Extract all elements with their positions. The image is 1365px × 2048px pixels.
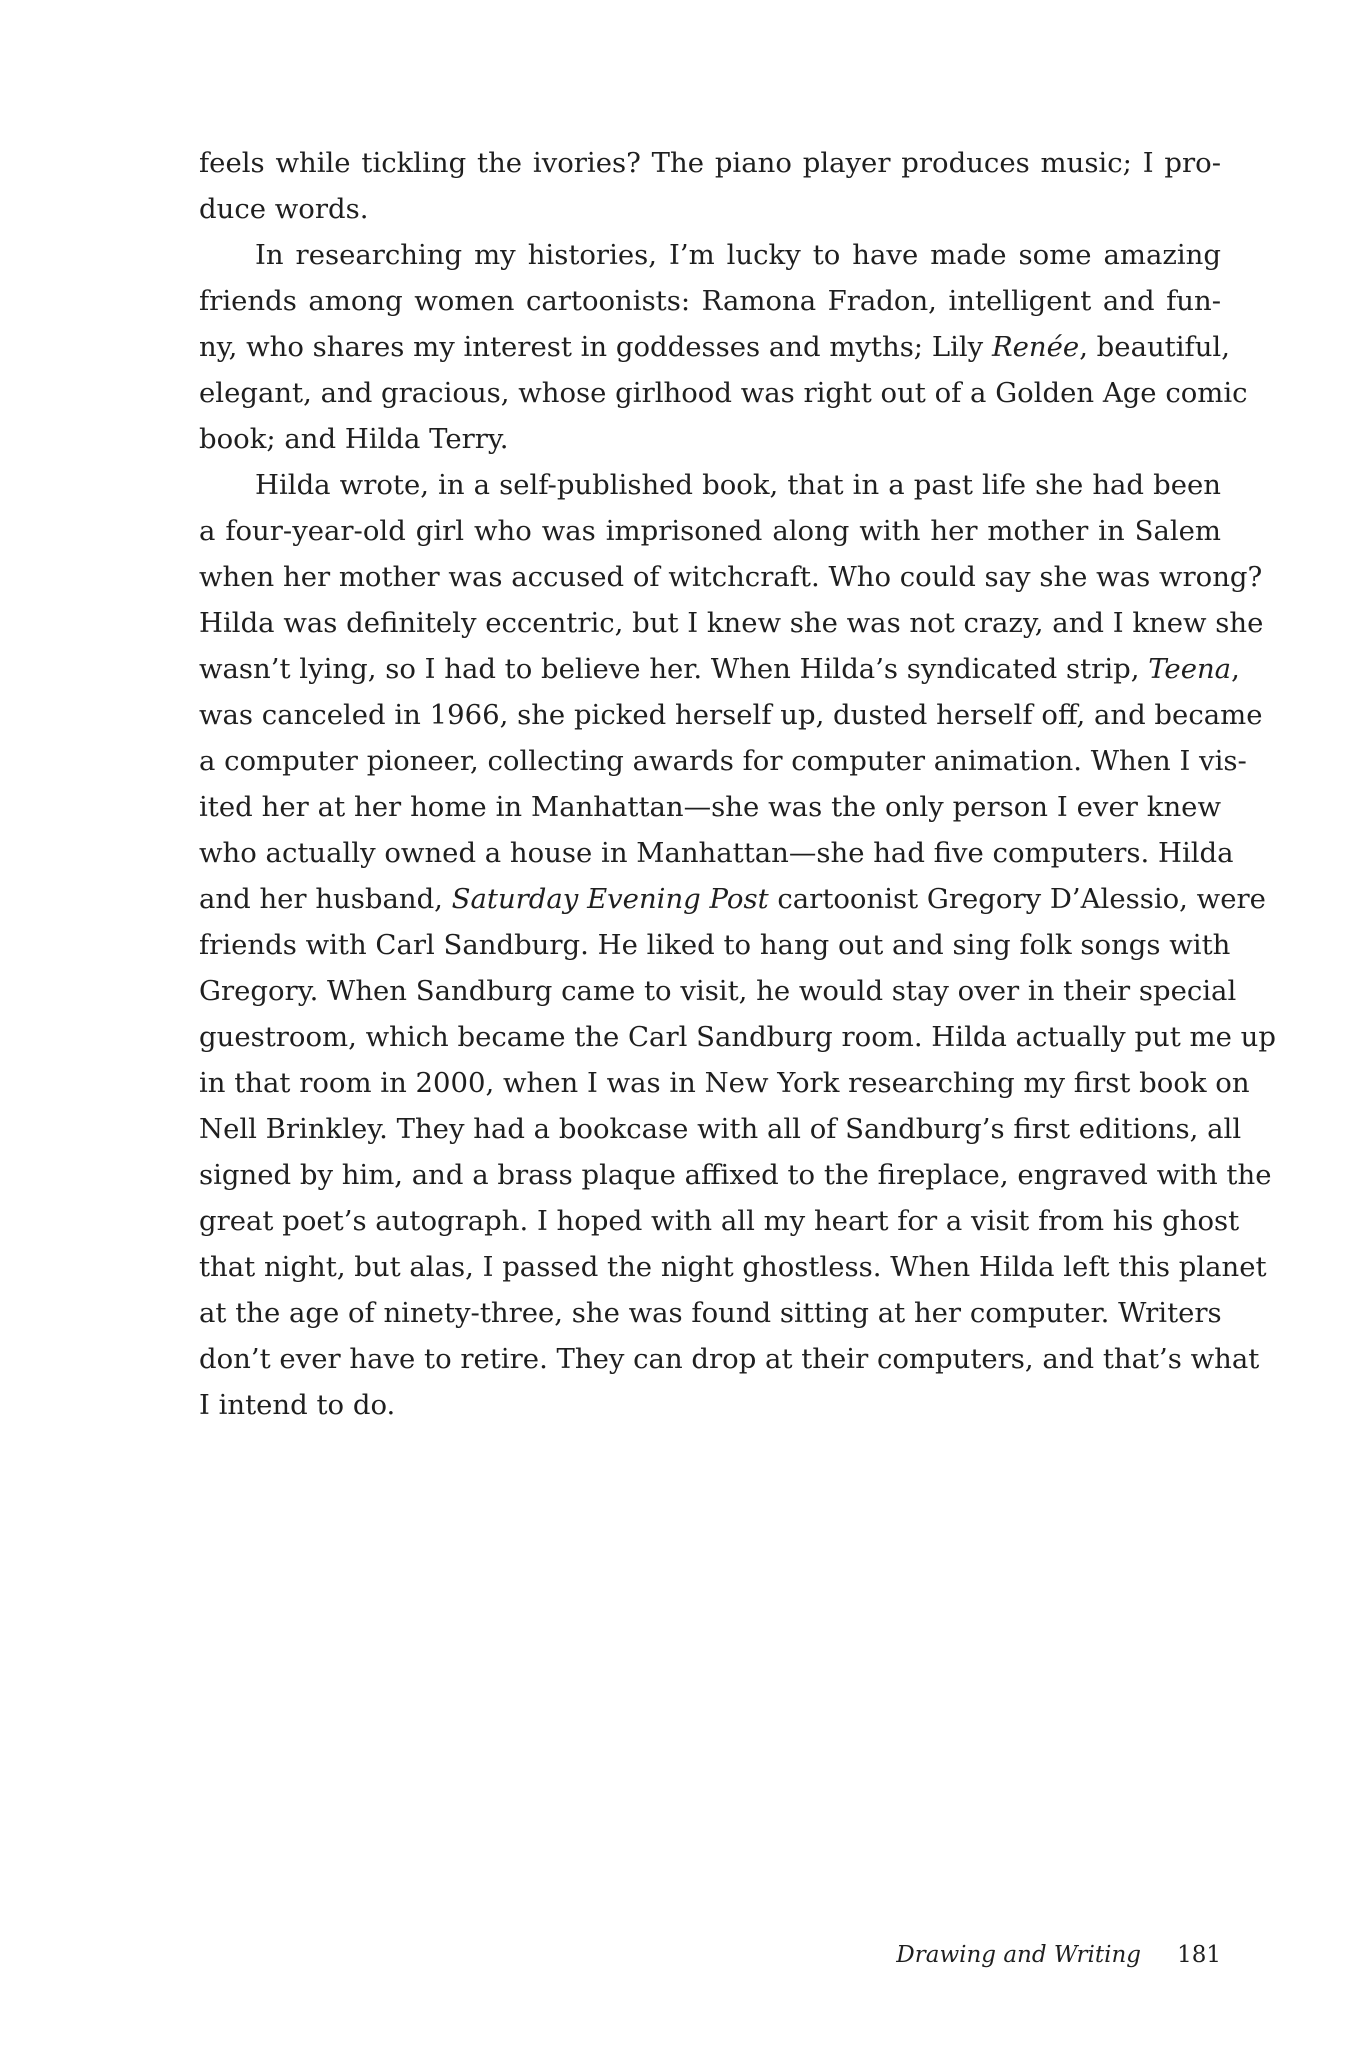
text-segment: who actually owned a house in Manhattan—she had five computers. Hilda (199, 837, 1234, 869)
text-segment: Gregory. When Sandburg came to visit, he would stay over in their special (199, 975, 1237, 1007)
text-line (199, 416, 1221, 462)
text-segment: wasn’t lying, so I had to believe her. When Hilda’s syndicated strip, (199, 653, 1149, 685)
text-segment: friends with Carl Sandburg. He liked to hang out and sing folk songs with (199, 929, 1231, 961)
text-line (199, 186, 1221, 232)
text-line (199, 1198, 1240, 1244)
text-segment: duce words. (199, 193, 369, 225)
text-line (199, 738, 1247, 784)
text-line (199, 1244, 1267, 1290)
text-segment: signed by him, and a brass plaque affixed to the fireplace, engraved with the (199, 1159, 1272, 1191)
text-line (199, 278, 1221, 324)
text-segment: a four-year-old girl who was imprisoned along with her mother in Salem (199, 515, 1221, 547)
text-segment: In researching my histories, I’m lucky to have made some amazing (255, 239, 1221, 271)
text-segment: a computer pioneer, collecting awards for computer animation. When I vis- (199, 745, 1247, 777)
page-footer (0, 1935, 1365, 1975)
text-segment: great poet’s autograph. I hoped with all my heart for a visit from his ghost (199, 1205, 1240, 1237)
text-segment: that night, but alas, I passed the night ghostless. When Hilda left this planet (199, 1251, 1267, 1283)
text-segment: was canceled in 1966, she picked herself up, dusted herself off, and became (199, 699, 1263, 731)
text-segment: feels while tickling the ivories? The piano player produces music; I pro- (199, 147, 1221, 179)
text-segment: in that room in 2000, when I was in New York researching my first book on (199, 1067, 1250, 1099)
body-text (199, 140, 1276, 1428)
text-line (199, 1014, 1276, 1060)
text-line (199, 646, 1240, 692)
text-line (199, 968, 1237, 1014)
text-segment: ited her at her home in Manhattan—she was the only person I ever knew (199, 791, 1221, 823)
text-line (199, 370, 1248, 416)
page-number: 181 (1177, 1942, 1221, 1968)
text-line (199, 508, 1221, 554)
text-line (199, 1060, 1250, 1106)
text-segment: friends among women cartoonists: Ramona Fradon, intelligent and fun- (199, 285, 1221, 317)
text-segment: elegant, and gracious, whose girlhood was right out of a Golden Age comic (199, 377, 1248, 409)
text-line (199, 1290, 1221, 1336)
text-line (199, 1106, 1242, 1152)
text-segment: , beautiful, (1079, 331, 1230, 363)
text-segment: when her mother was accused of witchcraft. Who could say she was wrong? (199, 561, 1263, 593)
text-segment: and her husband, (199, 883, 452, 915)
text-line (199, 232, 1221, 278)
text-line (199, 140, 1221, 186)
text-segment: don’t ever have to retire. They can drop at their computers, and that’s what (199, 1343, 1260, 1375)
text-segment: Nell Brinkley. They had a bookcase with all of Sandburg’s first editions, all (199, 1113, 1242, 1145)
text-line (199, 1382, 1221, 1428)
text-segment: I intend to do. (199, 1389, 396, 1421)
italic-title-text: Renée (991, 331, 1080, 363)
text-segment: at the age of ninety-three, she was found sitting at her computer. Writers (199, 1297, 1222, 1329)
running-head: Drawing and Writing (896, 1942, 1141, 1968)
italic-title-text: Teena (1148, 653, 1232, 685)
text-line (199, 830, 1234, 876)
text-line (199, 784, 1221, 830)
text-segment: Hilda was definitely eccentric, but I knew she was not crazy, and I knew she (199, 607, 1264, 639)
text-line (199, 692, 1263, 738)
text-segment: guestroom, which became the Carl Sandburg room. Hilda actually put me up (199, 1021, 1276, 1053)
text-line (199, 554, 1263, 600)
text-segment: cartoonist Gregory D’Alessio, were (768, 883, 1266, 915)
text-line (199, 600, 1264, 646)
text-segment: Hilda wrote, in a self-published book, that in a past life she had been (255, 469, 1221, 501)
text-line (199, 922, 1231, 968)
text-segment: ny, who shares my interest in goddesses and myths; Lily (199, 331, 992, 363)
italic-title-text: Saturday Evening Post (451, 883, 769, 915)
text-line (199, 1152, 1272, 1198)
text-line (199, 324, 1230, 370)
text-segment: book; and Hilda Terry. (199, 423, 509, 455)
text-line (199, 462, 1221, 508)
text-segment: , (1231, 653, 1240, 685)
text-line (199, 1336, 1260, 1382)
text-line (199, 876, 1266, 922)
